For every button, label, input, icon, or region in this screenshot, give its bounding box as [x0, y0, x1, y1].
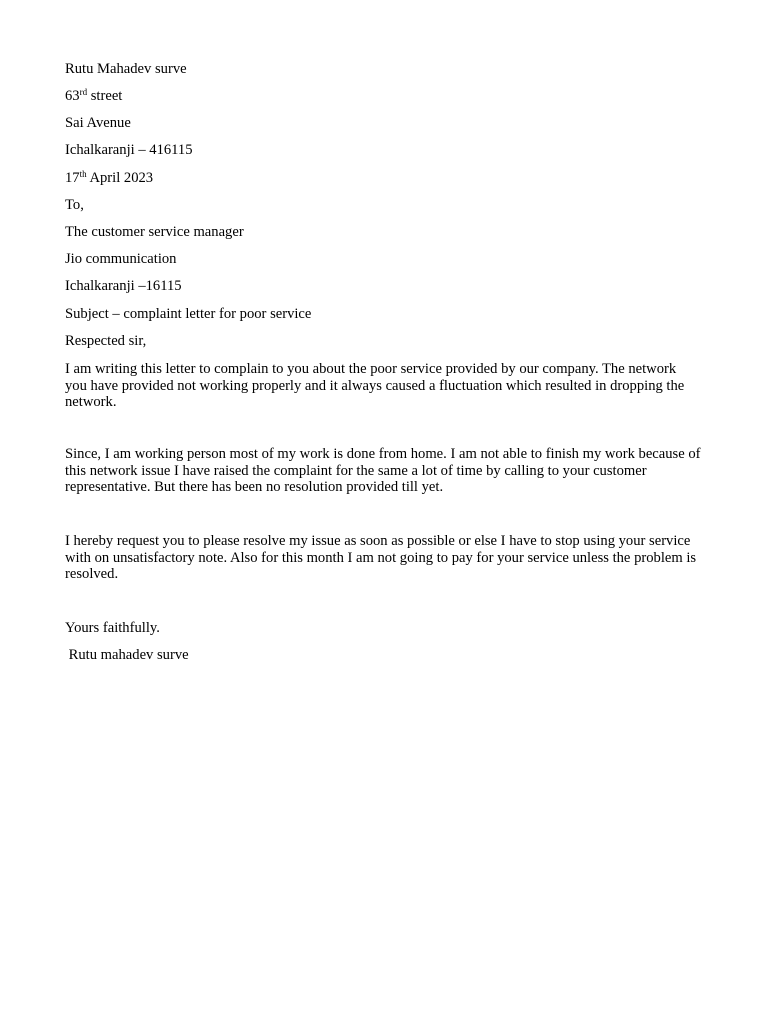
to-label: To, [65, 197, 84, 213]
paragraph-line: you have provided not working properly and it always caused a fluctuation which resulted in dropping the [65, 377, 685, 394]
paragraph-line: Since, I am working person most of my work is done from home. I am not able to finish my work because of [65, 446, 701, 462]
recipient-city: Ichalkaranji –16115 [65, 278, 182, 294]
recipient-title: The customer service manager [65, 224, 244, 240]
street-name: street [87, 88, 123, 104]
date-month-year: April 2023 [86, 170, 154, 186]
date-day: 17 [65, 170, 80, 186]
body-paragraph-1 [65, 361, 715, 411]
closing: Yours faithfully. [65, 620, 160, 636]
paragraph-line: with on unsatisfactory note. Also for this month I am not going to pay for your service unless the problem is [65, 549, 697, 566]
salutation: Respected sir, [65, 333, 147, 349]
street-number-suffix: rd [79, 87, 88, 97]
sender-address-city: Ichalkaranji – 416115 [65, 142, 193, 158]
paragraph-line: I hereby request you to please resolve my issue as soon as possible or else I have to stop using your service [65, 533, 691, 549]
letter-date [65, 170, 153, 187]
paragraph-line: I am writing this letter to complain to you about the poor service provided by our company. The network [65, 361, 677, 377]
sender-name: Rutu Mahadev surve [65, 61, 187, 77]
paragraph-line: representative. But there has been no resolution provided till yet. [65, 479, 444, 495]
recipient-company: Jio communication [65, 251, 177, 267]
street-number: 63 [65, 88, 80, 104]
paragraph-line: resolved. [65, 566, 119, 582]
date-day-suffix: th [79, 169, 87, 179]
signature: Rutu mahadev surve [65, 647, 189, 663]
body-paragraph-2 [65, 446, 715, 496]
sender-address-street [65, 88, 122, 105]
sender-address-area: Sai Avenue [65, 115, 131, 131]
letter-page [65, 0, 715, 1024]
subject-line: Subject – complaint letter for poor service [65, 306, 312, 322]
body-paragraph-3 [65, 533, 715, 583]
paragraph-line: network. [65, 394, 117, 410]
paragraph-line: this network issue I have raised the complaint for the same a lot of time by calling to your customer [65, 462, 647, 479]
